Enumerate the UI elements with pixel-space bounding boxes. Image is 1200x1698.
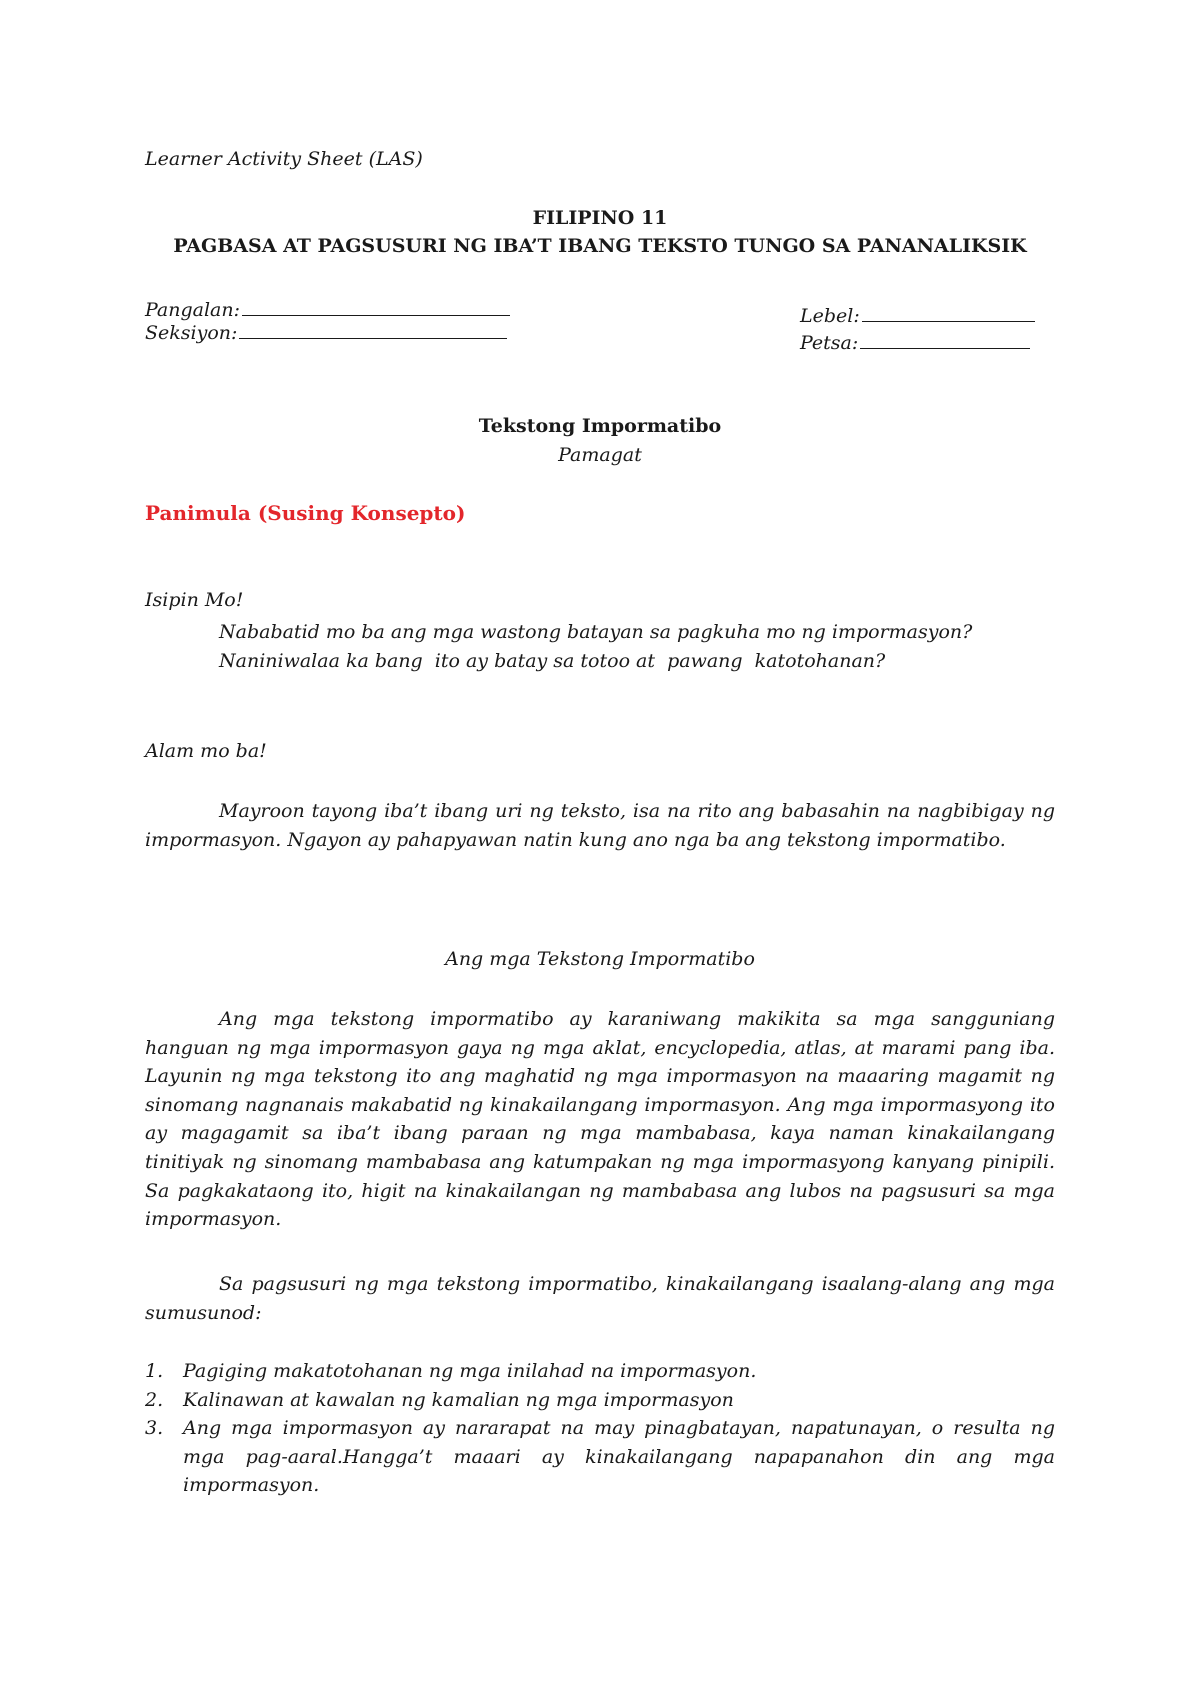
pangalan-label: Pangalan:	[145, 299, 241, 321]
list-item	[145, 1357, 1055, 1386]
seksiyon-blank[interactable]	[239, 320, 507, 339]
isipin-heading: Isipin Mo!	[145, 589, 244, 611]
petsa-label: Petsa:	[800, 332, 859, 354]
subject-title: FILIPINO 11	[532, 207, 668, 229]
lebel-label: Lebel:	[800, 305, 860, 327]
article-paragraph-2: Sa pagsusuri ng mga tekstong impormatibo, kinakailangang isaalang-alang ang mga sumusunod:	[145, 1273, 1055, 1324]
alam-heading: Alam mo ba!	[145, 740, 267, 762]
list-item-text: Pagiging makatotohanan ng mga inilahad na impormasyon.	[183, 1360, 757, 1382]
course-title: PAGBASA AT PAGSUSURI NG IBA’T IBANG TEKSTO TUNGO SA PANANALIKSIK	[173, 235, 1027, 257]
seksiyon-field[interactable]	[145, 319, 507, 348]
list-item	[145, 1386, 1055, 1415]
petsa-blank[interactable]	[860, 330, 1030, 349]
petsa-field[interactable]	[800, 329, 1030, 358]
panimula-heading: Panimula (Susing Konsepto)	[145, 501, 466, 525]
seksiyon-label: Seksiyon:	[145, 322, 238, 344]
article-paragraph-1: Ang mga tekstong impormatibo ay karaniwang makikita sa mga sangguniang hanguan ng mga impormasyon gaya ng mga aklat, encyclopedia, atlas, at marami pang iba. Layunin ng mga tekstong ito ang maghatid ng mga impormasyon na maaaring magamit ng sinomang nagnanais makabatid ng kinakailangang impormasyon. Ang mga impormasyong ito ay magagamit sa iba’t ibang paraan ng mga mambabasa, kaya naman kinakailangang tinitiyak ng sinomang mambabasa ang katumpakan ng mga impormasyong kanyang pinipili. Sa pagkakataong ito, higit na kinakailangan ng mambabasa ang lubos na pagsusuri sa mga impormasyon.	[145, 1008, 1055, 1231]
list-item-number: 2.	[145, 1388, 164, 1411]
section-subtitle: Pamagat	[558, 444, 642, 466]
pangalan-blank[interactable]	[242, 297, 510, 316]
list-item-number: 1.	[145, 1360, 164, 1382]
list-item-text: Kalinawan at kawalan ng kamalian ng mga impormasyon	[183, 1388, 734, 1411]
lebel-blank[interactable]	[862, 303, 1035, 322]
alam-paragraph: Mayroon tayong iba’t ibang uri ng teksto, isa na rito ang babasahin na nagbibigay ng impormasyon. Ngayon ay pahapyawan natin kung ano nga ba ang tekstong impormatibo.	[145, 800, 1055, 851]
article-title: Ang mga Tekstong Impormatibo	[445, 948, 755, 970]
list-item	[145, 1414, 1055, 1500]
isipin-question-1: Nababatid mo ba ang mga wastong batayan sa pagkuha mo ng impormasyon?	[219, 621, 973, 643]
las-label: Learner Activity Sheet (LAS)	[145, 148, 423, 170]
isipin-question-2: Naniniwalaa ka bang ito ay batay sa totoo at pawang katotohanan?	[219, 650, 886, 672]
list-item-text: Ang mga impormasyon ay nararapat na may pinagbatayan, napatunayan, o resulta ng mga pag-aaral.Hangga’t maaari ay kinakailangang napapanahon din ang mga impormasyon.	[183, 1417, 1055, 1496]
section-title: Tekstong Impormatibo	[478, 415, 722, 437]
list-item-number: 3.	[145, 1417, 164, 1439]
criteria-list	[145, 1357, 1055, 1500]
lebel-field[interactable]	[800, 302, 1035, 331]
